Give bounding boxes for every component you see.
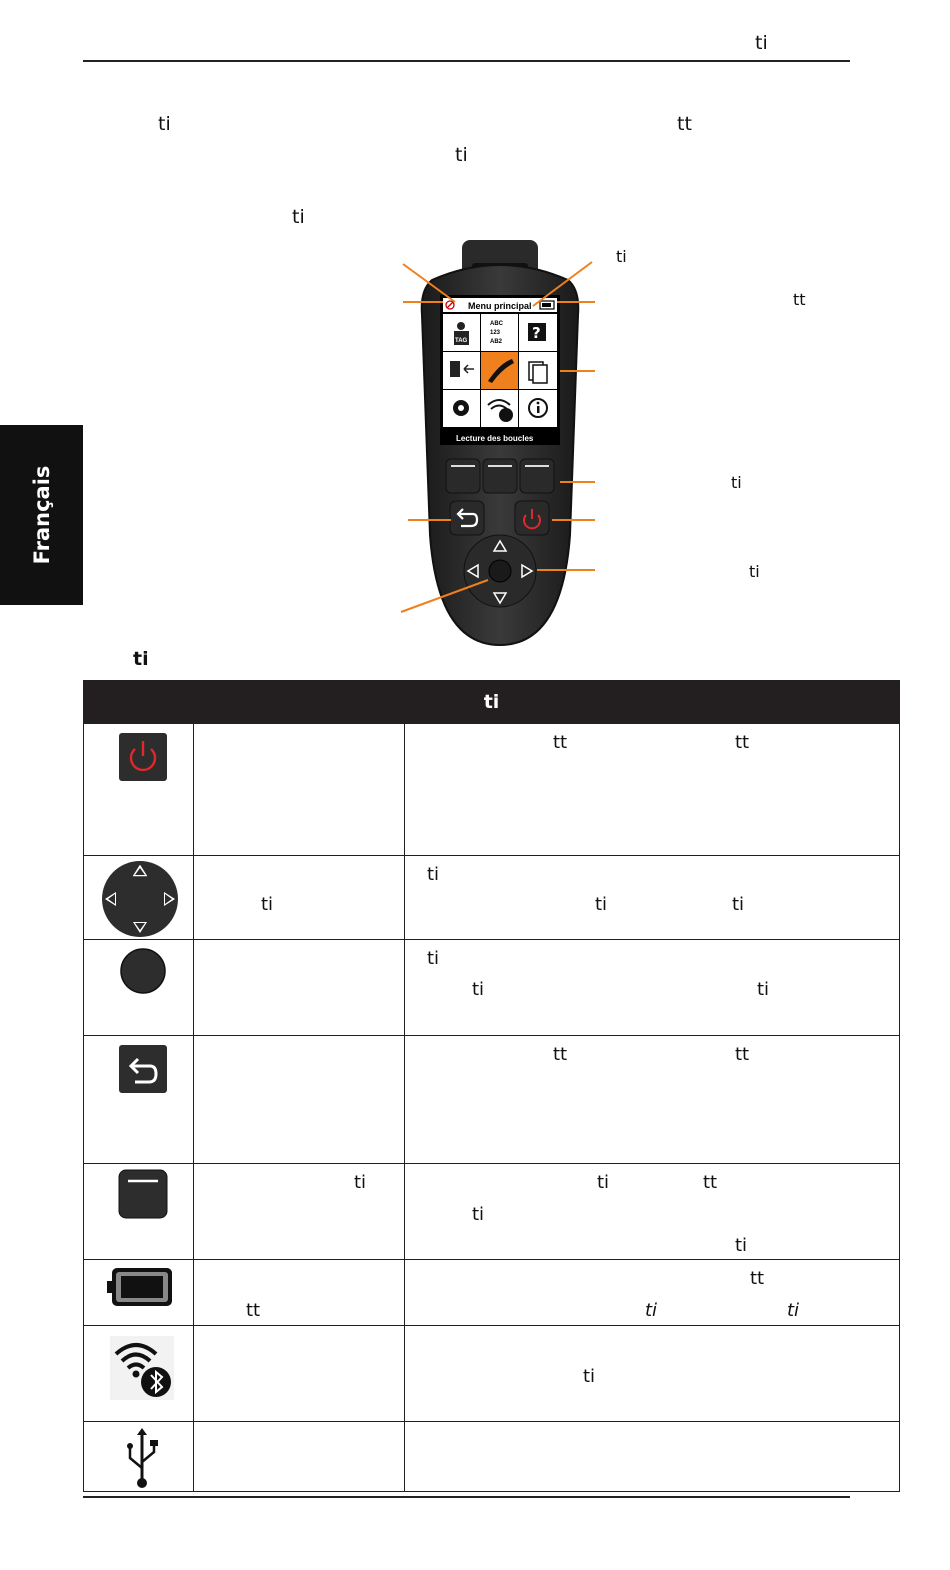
row-desc-cell [405, 1036, 900, 1164]
row-name-cell [194, 1164, 405, 1260]
callout-ligature-3: ti [731, 473, 742, 492]
callout-ligature-1: ti [616, 247, 627, 266]
svg-text:AB2: AB2 [490, 339, 503, 345]
svg-text:ABC: ABC [490, 321, 503, 327]
nav-pad-icon [99, 860, 181, 938]
row-desc-cell [405, 1326, 900, 1422]
svg-text:?: ? [532, 324, 541, 342]
row-icon-cell [84, 940, 194, 1036]
row-desc-cell [405, 1260, 900, 1326]
row-desc-ligature: tt [750, 1268, 765, 1289]
callout-ligature-4: ti [749, 562, 760, 581]
row-desc-ligature: ti [472, 1204, 485, 1225]
screen-title: Menu principal [468, 301, 532, 311]
row-icon-cell [84, 724, 194, 856]
callout-ligature-2: tt [793, 290, 806, 309]
row-name-cell [194, 724, 405, 856]
screen-footer: Lecture des boucles [456, 434, 534, 443]
row-desc-cell [405, 856, 900, 940]
row-icon-cell [84, 856, 194, 940]
intro-ligature-1: ti [158, 113, 171, 135]
row-name-cell [194, 1260, 405, 1326]
footer-rule [83, 1496, 850, 1498]
row-desc-ligature: ti [427, 948, 440, 969]
table-row [84, 1036, 900, 1164]
battery-icon [106, 1266, 174, 1308]
buttons-table [83, 680, 900, 1492]
row-desc-ligature: ti [787, 1300, 800, 1321]
row-desc-ligature: tt [553, 732, 568, 753]
language-label: Français [29, 465, 54, 565]
wifi-bluetooth-icon [110, 1336, 174, 1400]
table-row [84, 1164, 900, 1260]
row-desc-ligature: ti [583, 1366, 596, 1387]
intro-ligature-4: ti [292, 206, 305, 228]
row-desc-cell [405, 1164, 900, 1260]
back-icon [118, 1044, 168, 1094]
center-button-icon [119, 947, 167, 995]
row-desc-ligature: ti [427, 864, 440, 885]
row-desc-ligature: tt [735, 1044, 750, 1065]
svg-text:123: 123 [490, 330, 501, 336]
row-desc-ligature: ti [595, 894, 608, 915]
softkey-icon [118, 1169, 168, 1219]
row-name-cell [194, 1036, 405, 1164]
row-icon-cell [84, 1326, 194, 1422]
table-row [84, 1326, 900, 1422]
row-desc-ligature: tt [735, 732, 750, 753]
table-header: ti [84, 681, 900, 724]
row-name-ligature: ti [261, 894, 274, 915]
row-name-cell [194, 1326, 405, 1422]
intro-ligature-2: tt [677, 113, 692, 135]
callout-lines [0, 0, 950, 660]
row-name-cell [194, 856, 405, 940]
row-icon-cell [84, 1036, 194, 1164]
row-desc-ligature: ti [472, 979, 485, 1000]
row-icon-cell [84, 1164, 194, 1260]
row-desc-cell [405, 724, 900, 856]
svg-text:TAG: TAG [455, 338, 468, 344]
row-desc-ligature: ti [757, 979, 770, 1000]
row-desc-cell [405, 940, 900, 1036]
row-desc-ligature: ti [732, 894, 745, 915]
row-desc-ligature: tt [553, 1044, 568, 1065]
row-desc-cell [405, 1422, 900, 1492]
usb-icon [122, 1426, 162, 1490]
table-row [84, 724, 900, 856]
row-icon-cell [84, 1422, 194, 1492]
table-row [84, 1260, 900, 1326]
row-name-ligature: ti [354, 1172, 367, 1193]
table-row [84, 1422, 900, 1492]
table-row [84, 940, 900, 1036]
row-name-ligature: tt [246, 1300, 261, 1321]
intro-ligature-3: ti [455, 144, 468, 166]
row-name-cell [194, 1422, 405, 1492]
row-desc-ligature: ti [735, 1235, 748, 1256]
row-desc-ligature: tt [703, 1172, 718, 1193]
table-row [84, 856, 900, 940]
header-ligature: ti [755, 32, 768, 54]
row-desc-ligature: ti [645, 1300, 658, 1321]
row-desc-ligature: ti [597, 1172, 610, 1193]
row-name-cell [194, 940, 405, 1036]
row-icon-cell [84, 1260, 194, 1326]
figure-caption: ti [133, 648, 149, 670]
power-icon [118, 732, 168, 782]
